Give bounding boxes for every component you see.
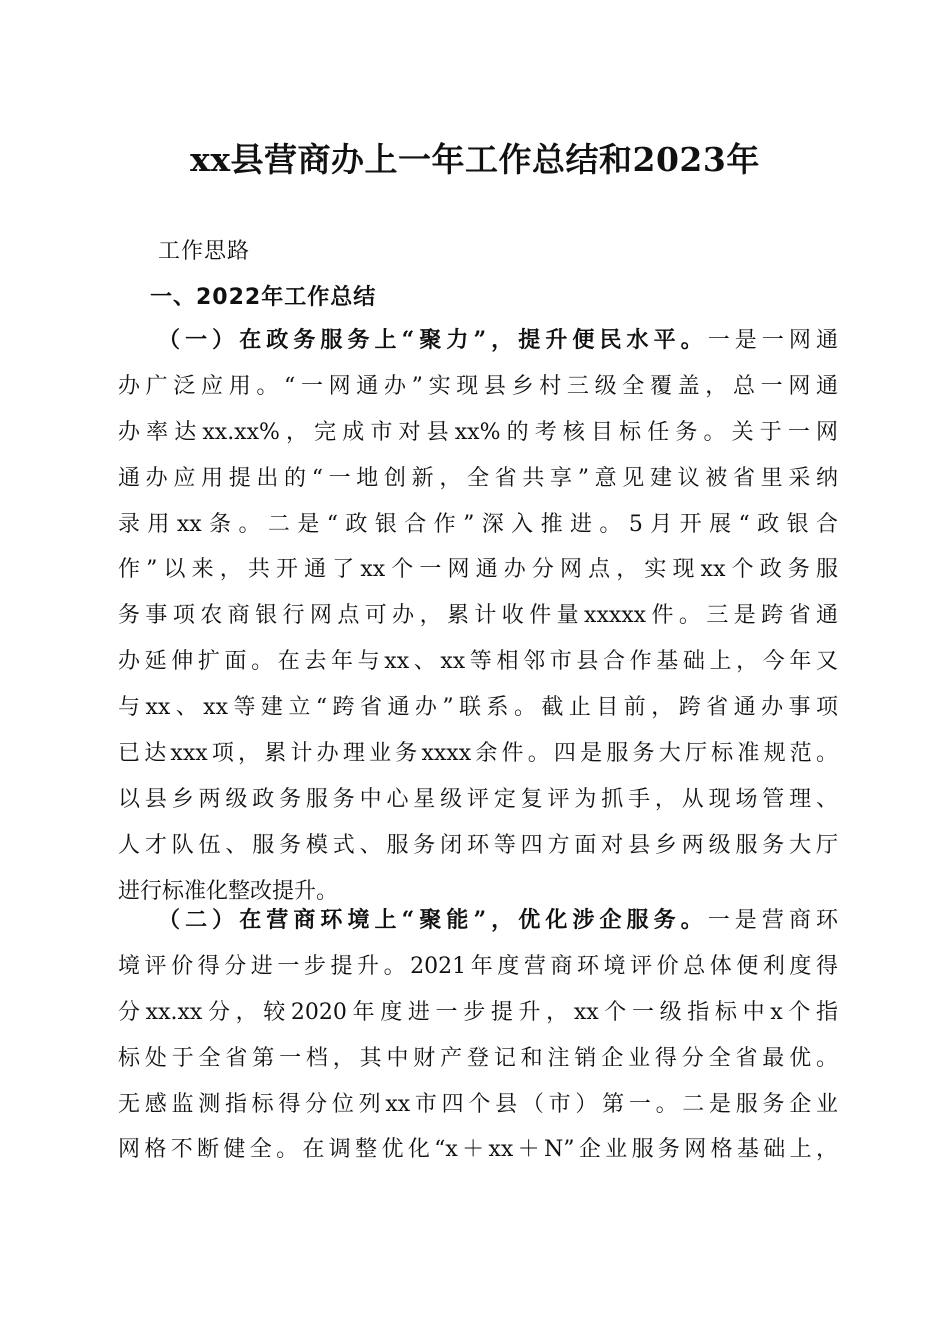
paragraph-line: 通办应用提出的“一地创新，全省共享”意见建议被省里采纳: [118, 465, 838, 491]
paragraph-line: 以县乡两级政务服务中心星级评定复评为抓手，从现场管理、: [118, 786, 838, 812]
paragraph-line: 无感监测指标得分位列xx市四个县（市）第一。二是服务企业: [118, 1091, 838, 1117]
paragraph-line: 标处于全省第一档，其中财产登记和注销企业得分全省最优。: [118, 1045, 838, 1071]
paragraph-line: 已达xxx项，累计办理业务xxxx余件。四是服务大厅标准规范。: [118, 741, 838, 767]
paragraph-line: [118, 898, 838, 944]
paragraph-text: 一是营商环: [707, 908, 838, 933]
paragraph-line: 作”以来，共开通了xx个一网通办分网点，实现xx个政务服: [118, 557, 838, 583]
paragraph-line: 进行标准化整改提升。: [118, 878, 339, 904]
paragraph-line: 人才队伍、服务模式、服务闭环等四方面对县乡两级服务大厅: [118, 832, 838, 858]
paragraph-lead: （二）在营商环境上“聚能”，优化涉企服务。: [158, 907, 708, 933]
document-title: xx县营商办上一年工作总结和2023年: [190, 140, 760, 179]
paragraph-line: 办率达xx.xx%，完成市对县xx%的考核目标任务。关于一网: [118, 419, 838, 445]
paragraph-lead: （一）在政务服务上“聚力”，提升便民水平。: [158, 327, 708, 353]
paragraph-line: 办延伸扩面。在去年与xx、xx等相邻市县合作基础上，今年又: [118, 649, 838, 675]
paragraph-2: [118, 898, 838, 1173]
paragraph-line: 境评价得分进一步提升。2021年度营商环境评价总体便利度得: [118, 953, 838, 979]
paragraph-line: 网格不断健全。在调整优化“x＋xx＋N”企业服务网格基础上，: [118, 1137, 838, 1163]
paragraph-line: 务事项农商银行网点可办，累计收件量xxxxx件。三是跨省通: [118, 603, 838, 629]
paragraph-text: 一是一网通: [707, 328, 838, 353]
paragraph-1: [118, 318, 838, 915]
document-subtitle: 工作思路: [158, 239, 251, 264]
paragraph-line: 分xx.xx分，较2020年度进一步提升，xx个一级指标中x个指: [118, 999, 838, 1025]
paragraph-line: [118, 318, 838, 364]
paragraph-line: 录用xx条。二是“政银合作”深入推进。5月开展“政银合: [118, 511, 838, 537]
section-heading-1: 一、2022年工作总结: [150, 285, 377, 310]
paragraph-line: 办广泛应用。“一网通办”实现县乡村三级全覆盖，总一网通: [118, 373, 838, 399]
paragraph-line: 与xx、xx等建立“跨省通办”联系。截止目前，跨省通办事项: [118, 695, 838, 721]
